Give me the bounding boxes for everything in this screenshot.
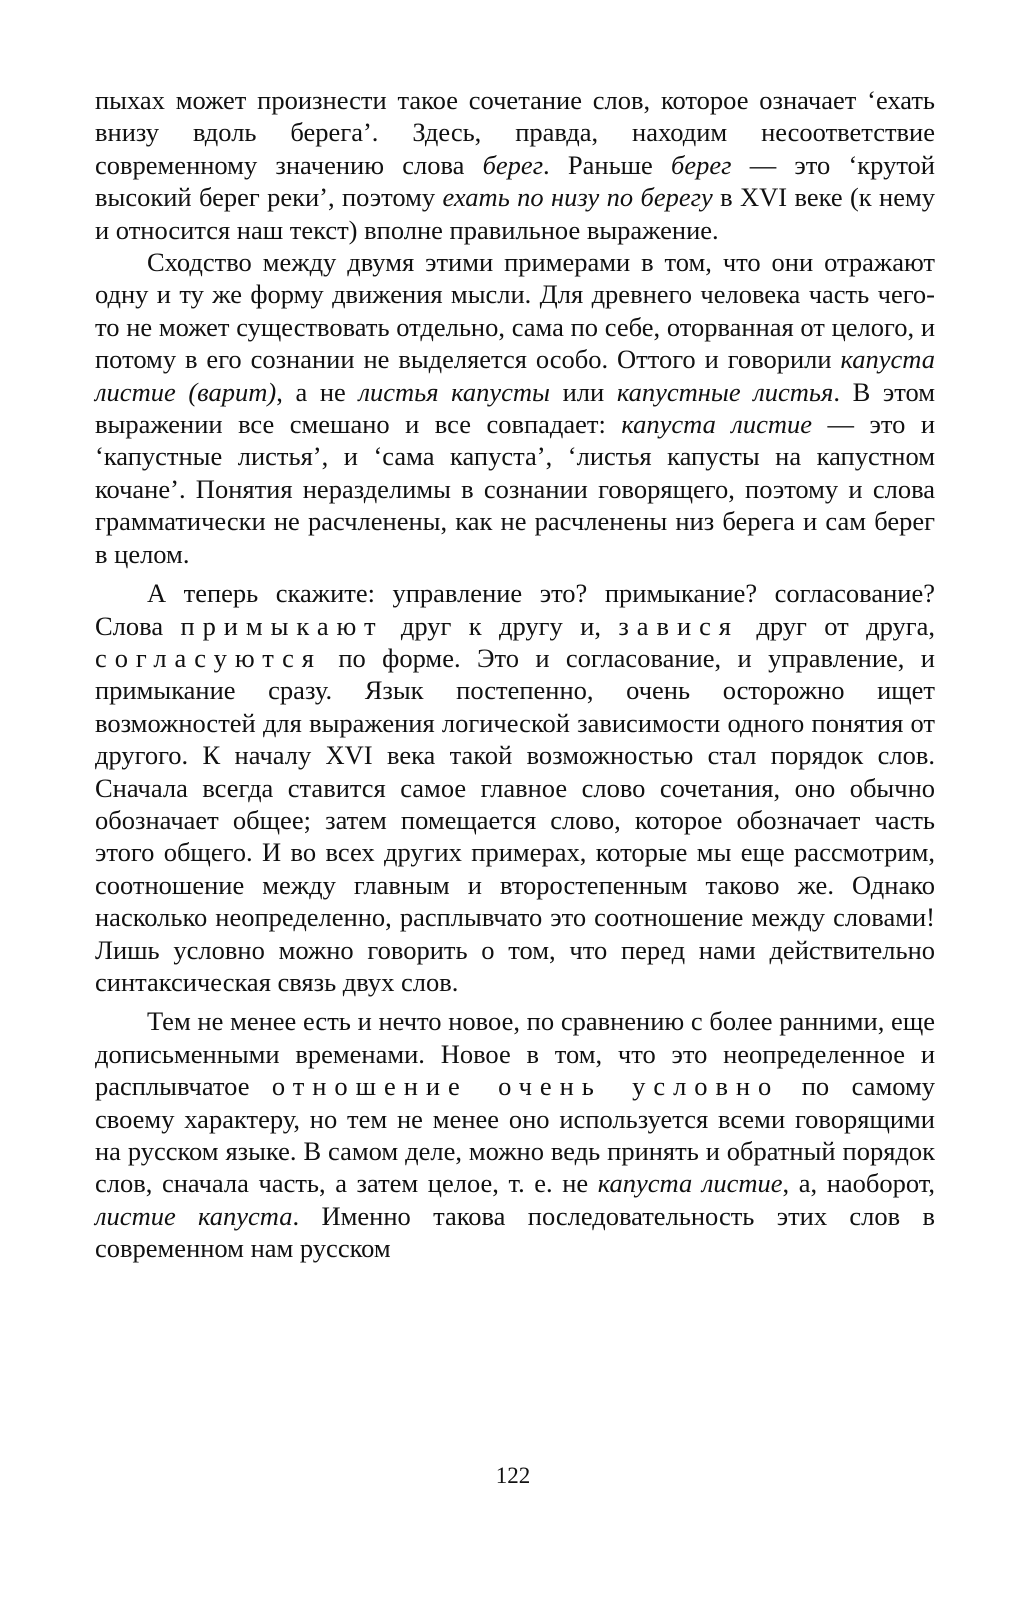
text-run: , а, наоборот, [782,1168,935,1199]
spaced-emphasis: отношение очень условно [271,1071,780,1102]
text-run: по форме. Это и согласование, и управление, и примыкание сразу. Язык постепенно, очень осторожно ищет возможностей для выражения логической зависимости одного понятия от другого. К началу XVI века такой возможностью стал порядок слов. Сначала всегда ставится самое главное слово сочетания, оно обычно обозначает общее; затем помещается слово, которое обозначает часть этого общего. И во всех других примерах, которые мы еще рассмотрим, соотношение между главным и второстепенным таково же. Однако насколько неопределенно, расплывчато это соотношение между словами! Лишь условно можно говорить о том, что перед нами действительно синтаксическая связь двух слов. [95,642,935,997]
italic-phrase: капуста листие [621,409,813,440]
page-number: 122 [495,1463,531,1488]
text-run: в XVI веке (к нему и относится наш текст) вполне правильное выражение. [95,182,935,245]
paragraph-2 [95,246,935,570]
spaced-emphasis: завися [618,610,739,641]
page-body [95,84,935,1265]
text-run: или [550,376,617,407]
text-run: Сходство между двумя этими примерами в том, что они отражают одну и ту же форму движения мысли. Для древнего человека часть чего-то не может существовать отдельно, сама по себе, оторванная от целого, и потому в его сознании не выделяется особо. Оттого и говорили [95,247,935,375]
text-run: друг от друга, [738,610,935,641]
italic-phrase: капуста листие (варит) [95,344,935,407]
italic-phrase: листья капусты [358,376,550,407]
paragraph-3 [95,577,935,998]
spaced-emphasis: согласуются [95,642,322,673]
text-run: , а не [276,376,359,407]
italic-phrase: ехать по низу по берегу [442,182,713,213]
paragraph-1 [95,84,935,246]
italic-phrase: капустные листья [616,376,834,407]
spaced-emphasis: примыкают [180,610,384,641]
italic-phrase: берег [671,149,732,180]
text-run: друг к другу и, [383,610,619,641]
text-run: по самому своему характеру, но тем не менее оно используется всеми говорящими на русском языке. В самом деле, можно ведь принять и обратный порядок слов, сначала часть, а затем целое, т. е. не [95,1071,935,1199]
text-run: А теперь скажите: управление это? примыкание? согласование? Слова [95,578,935,641]
text-run: — это ‘крутой высокий берег реки’, поэтому [95,149,935,213]
italic-phrase: берег [482,149,544,180]
text-run: пыхах может произнести такое сочетание слов, которое означает ‘ехать внизу вдоль берега’. Здесь, правда, находим несоответствие современному значению слова [95,85,935,180]
text-run: . Раньше [543,149,672,180]
italic-phrase: капуста листие [597,1168,783,1199]
text-run: . В этом выражении все смешано и все совпадает: [95,376,935,440]
paragraph-4 [95,1005,935,1264]
text-run: Тем не менее есть и нечто новое, по сравнению с более ранними, еще дописьменными временами. Новое в том, что это неопределенное и расплывчатое [95,1006,935,1102]
italic-phrase: листие капуста [95,1200,293,1231]
text-run: . Именно такова последовательность этих слов в современном нам русском [95,1200,936,1264]
text-run: — это и ‘капустные листья’, и ‘сама капуста’, ‘листья капусты на капустном кочане’. Понятия неразделимы в сознании говорящего, поэтому и слова грамматически не расчленены, как не расчленены низ берега и сам берег в целом. [95,409,935,569]
